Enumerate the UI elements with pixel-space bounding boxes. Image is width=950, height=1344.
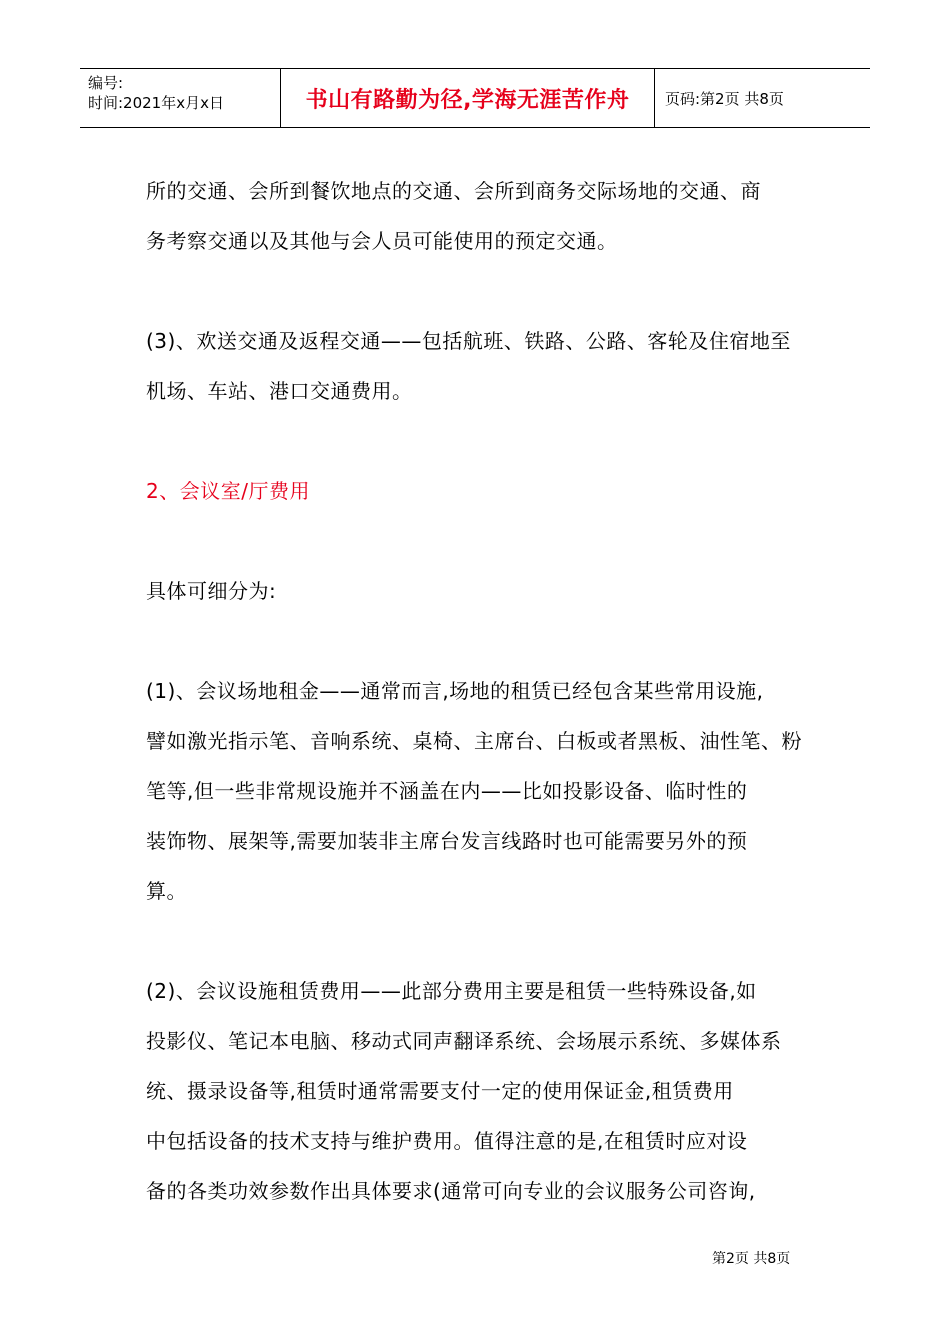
header-page-info: 页码:第2页 共8页 — [665, 89, 784, 108]
section-heading: 2、会议室/厅费用 — [146, 479, 310, 503]
paragraph-line: (3)、欢送交通及返程交通——包括航班、铁路、公路、客轮及住宿地至 — [146, 329, 791, 353]
paragraph-line: 备的各类功效参数作出具体要求(通常可向专业的会议服务公司咨询, — [146, 1179, 756, 1203]
header-motto: 书山有路勤为径,学海无涯苦作舟 — [281, 69, 655, 127]
paragraph-line: 算。 — [146, 879, 187, 903]
page-header — [80, 68, 870, 128]
header-meta — [80, 69, 281, 127]
paragraph-line: (1)、会议场地租金——通常而言,场地的租赁已经包含某些常用设施, — [146, 679, 764, 703]
paragraph-line: 统、摄录设备等,租赁时通常需要支付一定的使用保证金,租赁费用 — [146, 1079, 734, 1103]
paragraph-line: 投影仪、笔记本电脑、移动式同声翻译系统、会场展示系统、多媒体系 — [146, 1029, 782, 1053]
paragraph-line: 譬如激光指示笔、音响系统、桌椅、主席台、白板或者黑板、油性笔、粉 — [146, 729, 802, 753]
paragraph-line: 所的交通、会所到餐饮地点的交通、会所到商务交际场地的交通、商 — [146, 179, 761, 203]
paragraph-line: 笔等,但一些非常规设施并不涵盖在内——比如投影设备、临时性的 — [146, 779, 748, 803]
paragraph-line: 装饰物、展架等,需要加装非主席台发言线路时也可能需要另外的预 — [146, 829, 748, 853]
paragraph-line: 具体可细分为: — [146, 579, 277, 603]
paragraph-line: 机场、车站、港口交通费用。 — [146, 379, 413, 403]
paragraph-line: 中包括设备的技术支持与维护费用。值得注意的是,在租赁时应对设 — [146, 1129, 748, 1153]
page-footer: 第2页 共8页 — [712, 1251, 791, 1267]
document-number-label: 编号: — [88, 74, 124, 92]
document-date: 时间:2021年x月x日 — [88, 94, 224, 112]
paragraph-line: 务考察交通以及其他与会人员可能使用的预定交通。 — [146, 229, 618, 253]
document-body — [146, 166, 826, 1216]
paragraph-line: (2)、会议设施租赁费用——此部分费用主要是租赁一些特殊设备,如 — [146, 979, 757, 1003]
